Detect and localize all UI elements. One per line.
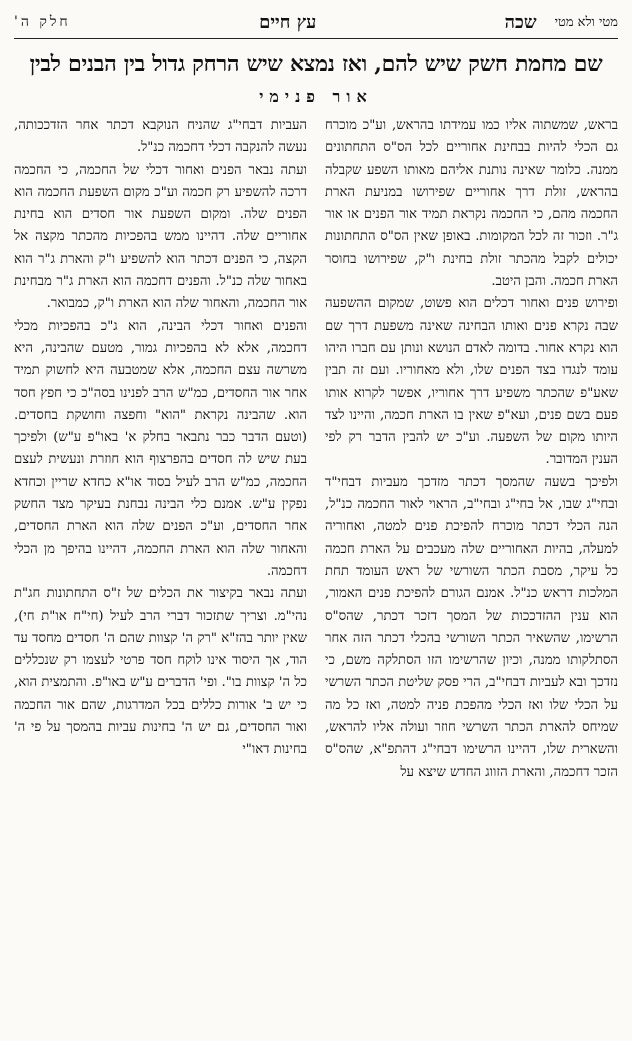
- paragraph: ועתה נבאר הפנים ואחור דכלי של החכמה, כי החכמה דרכה להשפיע רק חכמה וע"כ מקום השפעת החכמה הוא הפנים שלה. ומקום השפעת אור חסדים הוא בחינת אחוריים שלה. דהיינו ממש בהפכיות מהכתר מקצה אל הקצה, כי הפנים דכתר הוא להשפיע ו"ק והארת ג"ר הוא באחור שלה כנ"ל. והפנים דחכמה הוא הארת ג"ר מבחינת אור החכמה, והאחור שלה הוא הארת ו"ק, כמבואר.: [14, 162, 307, 312]
- section-title: אור פנימי: [259, 87, 373, 106]
- running-header: [14, 6, 618, 39]
- paragraph: והפנים ואחור דכלי הבינה, הוא ג"כ בהפכיות מכלי דחכמה, אלא לא בהפכיות גמור, מטעם שהבינה, היא משרשה עצם החכמה, אלא שמטבעה היא לחשוק תמיד אחר אור החסדים, כמ"ש הרב לפנינו בסה"כ כי חפץ חסד הוא. שהבינה נקראת "הוא" וחפצה וחושקת בחסדים. (וטעם הדבר כבר נתבאר בחלק א' באו"פ ע"ש) ולפיכך בעת שיש לה חסדים בהפרצוף הוא חוזרת ונעשית לעצם החכמה, כמ"ש הרב לעיל בסוד או"א כחדא שריין וכחדא נפקין ע"ש. אמנם כלי הבינה נבחנת בעיקר מצד החשק אחר החסדים, וע"כ הפנים שלה הוא הארת החסדים, והאחור שלה הוא הארת החכמה, דהיינו בהיפך מן הכלי דחכמה.: [14, 318, 307, 579]
- left-column: [14, 115, 307, 995]
- paragraph: ועתה נבאר בקיצור את הכלים של ז"ס התחתונות חג"ת נהי"מ. וצריך שתזכור דברי הרב לעיל (חי"ח או"ת חי), שאין יותר בהז"א "רק ה' קצוות שהם ה' חסדים מחסד עד הוד, אך היסוד אינו לוקח חסד פרטי לעצמו רק שנכללים כל ה' קצוות בו". ופי' הדברים ע"ש באו"פ. והתמצית הוא, כי יש ב' אורות כללים בכל המדרגות, שהם אור החכמה ואור החסדים, גם יש ה' בחינות עביות בהמסך על פי ה' בחינות דאו"י: [14, 586, 307, 758]
- page-number: שכה: [504, 11, 537, 33]
- paragraph: ופירוש פנים ואחור דכלים הוא פשוט, שמקום ההשפעה שבה נקרא פנים ואותו הבחינה שאינה משפעת דרך שם הוא נקרא אחור. בדומה לאדם הנושא ונותן עם חברו היהו עומד לנגדו בצד הפנים שלו, ולא מאחוריו. ועם זה תבין שאע"פ שהכתר משפיע דרך אחוריו, אפשר לקרוא אותו פעם בשם פנים, ועא"פ שאין בו הארת חכמה, והיינו לצד היותו מקום של השפעה. וע"כ יש להבין הדבר רק לפי הענין המדובר.: [325, 296, 618, 468]
- paragraph: בראש, שמשתוה אליו כמו עמידתו בהראש, וע"כ מוכרח גם הכלי להיות בבחינת אחוריים לכל הס"ס התחתונים ממנה. כלומר שאינה נותנת אליהם מאותו השפע שקבלה בהראש, זולת דרך אחוריים שפירושו במניעת הארת החכמה מהם, כי החכמה נקראת תמיד אור הפנים או אור ג"ר. וזכור זה לכל המקומות. באופן שאין הס"ס התחתונות יכולים לקבל מהכתר זולת בחינת ו"ק, שפירושו בחוסר הארת חכמה. והבן היטב.: [325, 118, 618, 290]
- paragraph: ולפיכך בשעה שהמסך דכתר מזדכך מעביות דבחי"ד ובחי"ג שבו, אל בחי"ג ובחי"ב, הראוי לאור החכמה כנ"ל, הנה הכלי דכתר מוכרח להפיכת פנים למטה, ואחוריה למעלה, בהיות האחוריים שלה מעכבים על הארת חכמה כל עיקר, מסבת הכתר השורשי של ראש העומד תחת המלכות דראש כנ"ל. אמנם הגורם להפיכת פנים האמור, הוא ענין ההזדככות של המסך דזכר דכתר, שהס"ס הרשימו, שהשאיר הכתר השורשי בהכלי דכתר הזה אחר הסתלקותו ממנה, וכיון שהרשימו הזו הסתלקה משם, כי נזדכך ובא לעביות דבחי"ב, הרי פסק שליטת הכתר השרשי על הכלי שלו ואז הכלי מהפכת פניה למטה, ואז כל מה שמיחס להארת הכתר השרשי חוזר ועולה אליו להראש, והשארית שלו, דהיינו הרשימו דבחי"ג דהתפ"א, שהס"ס הזכר דחכמה, והארת הזווג החדש שיצא על: [325, 474, 618, 780]
- header-right-group: [505, 12, 618, 33]
- right-column: [325, 115, 618, 995]
- book-title: עץ חיים: [259, 11, 317, 33]
- text-columns: [14, 115, 618, 995]
- part-label: חלק ה': [14, 13, 71, 30]
- headline: שם מחמת חשק שיש להם, ואז נמצא שיש הרחק גדול בין הבנים לבין: [29, 51, 603, 77]
- paragraph: העביות דבחי"ג שהניח הנוקבא דכתר אחר הזדככותה, נעשה להנקבה דכלי דחכמה כנ"ל.: [14, 118, 307, 156]
- chapter-ref: מטי ולא מטי: [554, 15, 618, 30]
